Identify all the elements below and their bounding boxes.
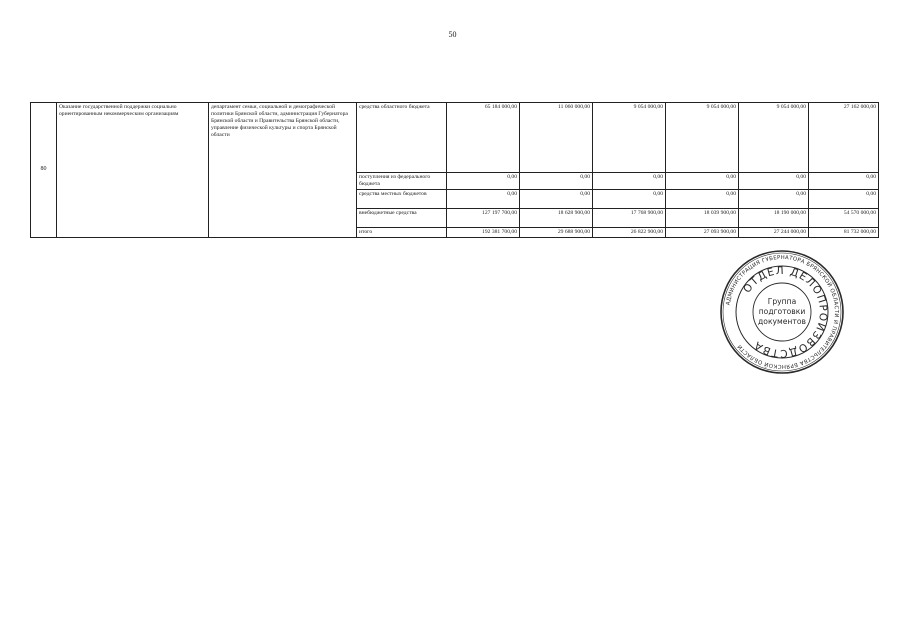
page-number: 50 [448, 30, 457, 39]
amount-cell: 18 628 900,00 [520, 208, 593, 227]
amount-cell: 9 054 000,00 [593, 103, 666, 173]
source-name: внебюджетные средства [357, 208, 447, 227]
amount-cell: 18 190 000,00 [739, 208, 809, 227]
table-row [31, 103, 879, 173]
measure-cell: Оказание государственной поддержки социально ориентированным некоммерческим организациям [57, 103, 209, 238]
amount-cell: 127 197 700,00 [447, 208, 520, 227]
amount-cell: 17 768 900,00 [593, 208, 666, 227]
total-cell: 27 093 900,00 [666, 227, 739, 237]
stamp-center-line: Группа [767, 297, 797, 306]
total-cell: 26 822 900,00 [593, 227, 666, 237]
responsible-cell: департамент семьи, социальной и демографической политики Брянской области, администрация Губернатора Брянской области и Правительства Брянской области, управление физической культуры и спорта Брянской области [209, 103, 357, 238]
total-cell: 192 381 700,00 [447, 227, 520, 237]
budget-table [30, 102, 879, 238]
stamp-inner-text: ОТДЕЛ ДЕЛОПРОИЗВОДСТВА [741, 264, 830, 360]
amount-cell: 27 162 000,00 [809, 103, 879, 173]
amount-cell: 0,00 [809, 173, 879, 190]
source-name: итого [357, 227, 447, 237]
amount-cell: 0,00 [447, 189, 520, 208]
stamp-seal-icon [718, 248, 846, 376]
source-name: средства областного бюджета [357, 103, 447, 173]
amount-cell: 9 054 000,00 [739, 103, 809, 173]
amount-cell: 0,00 [447, 173, 520, 190]
amount-cell: 0,00 [593, 173, 666, 190]
source-name: средства местных бюджетов [357, 189, 447, 208]
total-cell: 81 732 000,00 [809, 227, 879, 237]
stamp-center-line: документов [758, 317, 806, 326]
row-number: 80 [31, 103, 57, 238]
amount-cell: 65 184 000,00 [447, 103, 520, 173]
amount-cell: 54 570 000,00 [809, 208, 879, 227]
source-name: поступления из федерального бюджета [357, 173, 447, 190]
total-cell: 29 688 900,00 [520, 227, 593, 237]
amount-cell: 0,00 [739, 173, 809, 190]
amount-cell: 0,00 [809, 189, 879, 208]
amount-cell: 18 039 900,00 [666, 208, 739, 227]
amount-cell: 0,00 [593, 189, 666, 208]
amount-cell: 0,00 [666, 173, 739, 190]
official-stamp [718, 248, 846, 376]
amount-cell: 0,00 [520, 189, 593, 208]
amount-cell: 0,00 [666, 189, 739, 208]
stamp-center-line: подготовки [758, 307, 806, 316]
amount-cell: 0,00 [520, 173, 593, 190]
stamp-outer-text: АДМИНИСТРАЦИЯ ГУБЕРНАТОРА БРЯНСКОЙ ОБЛАСТИ И ПРАВИТЕЛЬСТВА БРЯНСКОЙ ОБЛАСТИ [725, 254, 840, 370]
amount-cell: 9 054 000,00 [666, 103, 739, 173]
amount-cell: 0,00 [739, 189, 809, 208]
amount-cell: 11 060 000,00 [520, 103, 593, 173]
total-cell: 27 244 000,00 [739, 227, 809, 237]
